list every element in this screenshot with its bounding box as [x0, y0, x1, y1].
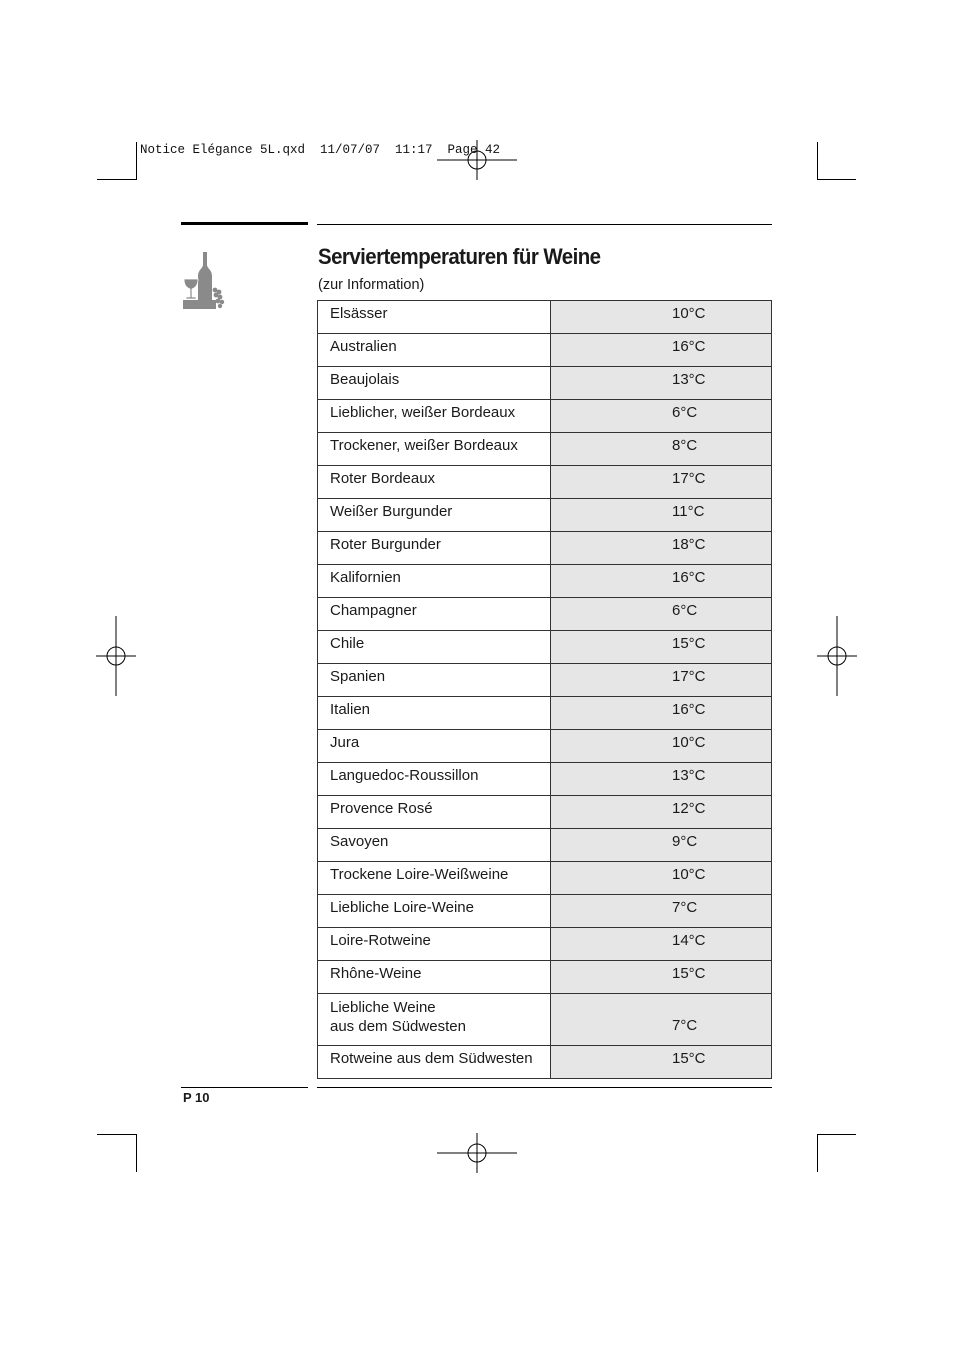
crop-mark-tl-v [136, 142, 137, 180]
temperature-cell: 8°C [551, 433, 772, 466]
crop-mark-bl-v [136, 1134, 137, 1172]
registration-mark-left [96, 616, 136, 696]
wine-name-cell: Weißer Burgunder [318, 499, 551, 532]
crop-mark-bl-h [97, 1134, 136, 1135]
temperature-cell: 13°C [551, 367, 772, 400]
temperature-cell: 18°C [551, 532, 772, 565]
wine-name-cell: Trockene Loire-Weißweine [318, 862, 551, 895]
wine-name-cell: Provence Rosé [318, 796, 551, 829]
footer-rule-right [317, 1087, 772, 1088]
table-row [318, 862, 772, 895]
table-row [318, 532, 772, 565]
wine-name-cell: Trockener, weißer Bordeaux [318, 433, 551, 466]
wine-name-cell: Beaujolais [318, 367, 551, 400]
page-number: P 10 [183, 1090, 210, 1105]
table-row [318, 598, 772, 631]
wine-name-cell: Lieblicher, weißer Bordeaux [318, 400, 551, 433]
temperature-cell: 10°C [551, 730, 772, 763]
crop-mark-tl-h [97, 179, 136, 180]
temperature-cell: 15°C [551, 631, 772, 664]
registration-mark-right [817, 616, 857, 696]
temperature-cell: 17°C [551, 466, 772, 499]
wine-name-line-1: Liebliche Weine [330, 999, 436, 1016]
table-row [318, 301, 772, 334]
wine-name-cell: Rotweine aus dem Südwesten [318, 1046, 551, 1079]
temperature-cell: 11°C [551, 499, 772, 532]
header-rule-thick [181, 222, 308, 225]
temperature-cell: 9°C [551, 829, 772, 862]
table-row-last [318, 1046, 772, 1079]
footer-rule-left [181, 1087, 308, 1088]
wine-name-cell: Spanien [318, 664, 551, 697]
serving-temperature-table [317, 300, 772, 1079]
table-row [318, 730, 772, 763]
crop-mark-br-v [817, 1134, 818, 1172]
wine-name-cell: Liebliche Loire-Weine [318, 895, 551, 928]
temperature-cell: 10°C [551, 862, 772, 895]
table-row [318, 664, 772, 697]
table-row-multiline [318, 994, 772, 1046]
wine-name-cell: Australien [318, 334, 551, 367]
wine-name-cell: Savoyen [318, 829, 551, 862]
table-row [318, 334, 772, 367]
wine-bottle-glass-grapes-icon [181, 250, 227, 310]
temperature-cell: 13°C [551, 763, 772, 796]
registration-mark-bottom [437, 1133, 517, 1173]
wine-name-cell: Roter Bordeaux [318, 466, 551, 499]
temperature-cell: 16°C [551, 334, 772, 367]
table-row [318, 400, 772, 433]
table-row [318, 631, 772, 664]
temperature-cell: 16°C [551, 565, 772, 598]
crop-mark-tr-h [818, 179, 856, 180]
crop-mark-tr-v [817, 142, 818, 180]
table-row [318, 829, 772, 862]
wine-name-cell: Champagner [318, 598, 551, 631]
table-row [318, 466, 772, 499]
crop-mark-br-h [818, 1134, 856, 1135]
wine-name-cell: Jura [318, 730, 551, 763]
table-row [318, 928, 772, 961]
wine-name-cell: Chile [318, 631, 551, 664]
wine-name-cell [318, 994, 551, 1046]
temperature-cell: 6°C [551, 400, 772, 433]
wine-name-line-2: aus dem Südwesten [330, 1018, 466, 1035]
wine-name-cell: Italien [318, 697, 551, 730]
temperature-cell: 10°C [551, 301, 772, 334]
temperature-cell: 14°C [551, 928, 772, 961]
wine-name-cell: Loire-Rotweine [318, 928, 551, 961]
table-row [318, 565, 772, 598]
wine-name-cell: Elsässer [318, 301, 551, 334]
wine-name-cell: Languedoc-Roussillon [318, 763, 551, 796]
temperature-cell: 15°C [551, 1046, 772, 1079]
table-row [318, 433, 772, 466]
table-row [318, 499, 772, 532]
wine-name-cell: Rhône-Weine [318, 961, 551, 994]
file-slug-line: Notice Elégance 5L.qxd 11/07/07 11:17 Page 42 [140, 143, 501, 157]
temperature-cell: 12°C [551, 796, 772, 829]
temperature-cell: 6°C [551, 598, 772, 631]
temperature-cell: 7°C [551, 994, 772, 1046]
wine-name-cell: Roter Burgunder [318, 532, 551, 565]
header-rule-thin [317, 224, 772, 225]
table-row [318, 763, 772, 796]
page-title: Serviertemperaturen für Weine [318, 244, 601, 269]
table-row [318, 697, 772, 730]
temperature-cell: 16°C [551, 697, 772, 730]
table-row [318, 961, 772, 994]
table-row [318, 367, 772, 400]
temperature-cell: 15°C [551, 961, 772, 994]
page-subtitle: (zur Information) [318, 277, 425, 293]
wine-name-cell: Kalifornien [318, 565, 551, 598]
table-row [318, 796, 772, 829]
temperature-cell: 17°C [551, 664, 772, 697]
temperature-cell: 7°C [551, 895, 772, 928]
table-row [318, 895, 772, 928]
table-body [318, 301, 772, 1079]
